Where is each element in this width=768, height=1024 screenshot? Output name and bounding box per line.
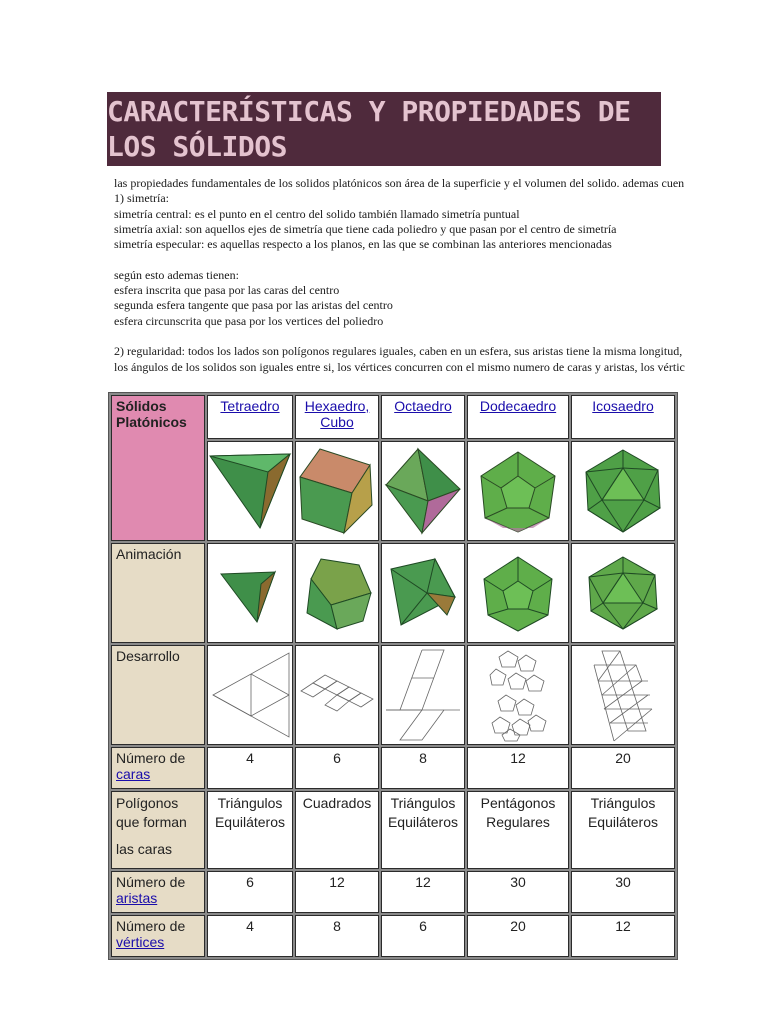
table-cell: 20 xyxy=(467,915,569,957)
table-cell: 30 xyxy=(467,871,569,913)
header-label-cell: Sólidos Platónicos xyxy=(111,395,205,541)
row-label-animacion: Animación xyxy=(111,543,205,643)
animation-icosaedro xyxy=(571,543,675,643)
table-cell: 12 xyxy=(295,871,379,913)
cell-line: Equiláteros xyxy=(214,814,286,830)
image-tetraedro xyxy=(207,441,293,541)
link-hexaedro[interactable]: Hexaedro, Cubo xyxy=(304,398,370,430)
table-cell: 6 xyxy=(295,747,379,789)
animation-octaedro xyxy=(381,543,465,643)
row-label-prefix: Número de xyxy=(116,874,186,890)
intro-line: simetría axial: son aquellos ejes de simetría que tiene cada poliedro y que pasan por el centro de simetría xyxy=(114,221,617,236)
page-title xyxy=(107,92,661,166)
platonic-solids-table xyxy=(108,392,678,960)
cell-line: Triángulos xyxy=(390,795,456,811)
row-label-aristas xyxy=(111,871,205,913)
paragraph-gap xyxy=(114,252,768,267)
image-icosaedro xyxy=(571,441,675,541)
animation-dodecaedro xyxy=(467,543,569,643)
table-row-poligonos xyxy=(111,791,675,869)
table-cell: 30 xyxy=(571,871,675,913)
row-label-desarrollo: Desarrollo xyxy=(111,645,205,745)
cell-line: Equiláteros xyxy=(387,814,459,830)
header-tetraedro xyxy=(207,395,293,439)
table-cell: 12 xyxy=(571,915,675,957)
table-cell xyxy=(467,791,569,869)
intro-line: segunda esfera tangente que pasa por las aristas del centro xyxy=(114,298,393,313)
intro-line: según esto ademas tienen: xyxy=(114,267,239,282)
net-icosaedro xyxy=(571,645,675,745)
animation-tetraedro xyxy=(207,543,293,643)
table-row-animacion xyxy=(111,543,675,643)
row-label-prefix: Número de xyxy=(116,918,186,934)
intro-line: esfera circunscrita que pasa por los vertices del poliedro xyxy=(114,313,384,328)
cell-line: Cuadrados xyxy=(302,795,372,811)
cell-line: Pentágonos xyxy=(480,795,556,811)
link-dodecaedro[interactable]: Dodecaedro xyxy=(479,398,557,414)
table-row-desarrollo xyxy=(111,645,675,745)
row-label-caras xyxy=(111,747,205,789)
intro-line: 2) regularidad: todos los lados son polígonos regulares iguales, caben en un esfera, sus aristas tiene la misma longitud, xyxy=(114,344,683,359)
intro-line: los ángulos de los solidos son iguales entre si, los vértices concurren con el mismo numero de caras y aristas, los vértic xyxy=(114,359,685,374)
table-cell: 4 xyxy=(207,915,293,957)
link-tetraedro[interactable]: Tetraedro xyxy=(220,398,280,414)
table-row-vertices xyxy=(111,915,675,957)
intro-line: simetría especular: es aquellas respecto a los planos, en las que se combinan las anteriores mencionadas xyxy=(114,237,612,252)
table-cell: 8 xyxy=(295,915,379,957)
net-dodecaedro xyxy=(467,645,569,745)
image-hexaedro xyxy=(295,441,379,541)
table-row-aristas xyxy=(111,871,675,913)
table-cell xyxy=(571,791,675,869)
link-caras[interactable]: caras xyxy=(116,766,151,782)
table-cell: 12 xyxy=(467,747,569,789)
link-vertices[interactable]: vértices xyxy=(116,934,165,950)
table-cell xyxy=(207,791,293,869)
header-dodecaedro xyxy=(467,395,569,439)
table-cell xyxy=(295,791,379,869)
link-aristas[interactable]: aristas xyxy=(116,890,158,906)
net-hexaedro xyxy=(295,645,379,745)
page-title-line-1: CARACTERÍSTICAS Y PROPIEDADES DE xyxy=(107,95,631,128)
image-octaedro xyxy=(381,441,465,541)
cell-line: Triángulos xyxy=(217,795,283,811)
intro-text xyxy=(114,176,768,375)
row-label-poligonos-a: Polígonos que forman xyxy=(116,795,187,830)
page-title-line-2: LOS SÓLIDOS xyxy=(107,130,287,163)
header-hexaedro xyxy=(295,395,379,439)
paragraph-gap xyxy=(114,329,768,344)
table-cell: 12 xyxy=(381,871,465,913)
table-row-caras xyxy=(111,747,675,789)
table-header-row xyxy=(111,395,675,439)
row-label-poligonos-b: las caras xyxy=(116,841,173,857)
table-cell: 6 xyxy=(381,915,465,957)
link-octaedro[interactable]: Octaedro xyxy=(394,398,452,414)
intro-line: las propiedades fundamentales de los solidos platónicos son área de la superficie y el volumen del solido. ademas cuen xyxy=(114,176,685,190)
row-label-prefix: Número de xyxy=(116,750,186,766)
link-icosaedro[interactable]: Icosaedro xyxy=(592,398,654,414)
row-label-poligonos xyxy=(111,791,205,869)
net-tetraedro xyxy=(207,645,293,745)
image-dodecaedro xyxy=(467,441,569,541)
header-icosaedro xyxy=(571,395,675,439)
table-cell: 8 xyxy=(381,747,465,789)
table-cell: 4 xyxy=(207,747,293,789)
header-octaedro xyxy=(381,395,465,439)
row-label-vertices xyxy=(111,915,205,957)
cell-line: Triángulos xyxy=(590,795,656,811)
table-cell: 6 xyxy=(207,871,293,913)
intro-line: 1) simetría: xyxy=(114,191,169,206)
cell-line: Equiláteros xyxy=(587,814,659,830)
table-cell: 20 xyxy=(571,747,675,789)
intro-line: simetría central: es el punto en el centro del solido también llamado simetría puntual xyxy=(114,206,520,221)
table-cell xyxy=(381,791,465,869)
intro-line: esfera inscrita que pasa por las caras del centro xyxy=(114,283,340,298)
cell-line: Regulares xyxy=(486,814,550,830)
net-octaedro xyxy=(381,645,465,745)
animation-hexaedro xyxy=(295,543,379,643)
